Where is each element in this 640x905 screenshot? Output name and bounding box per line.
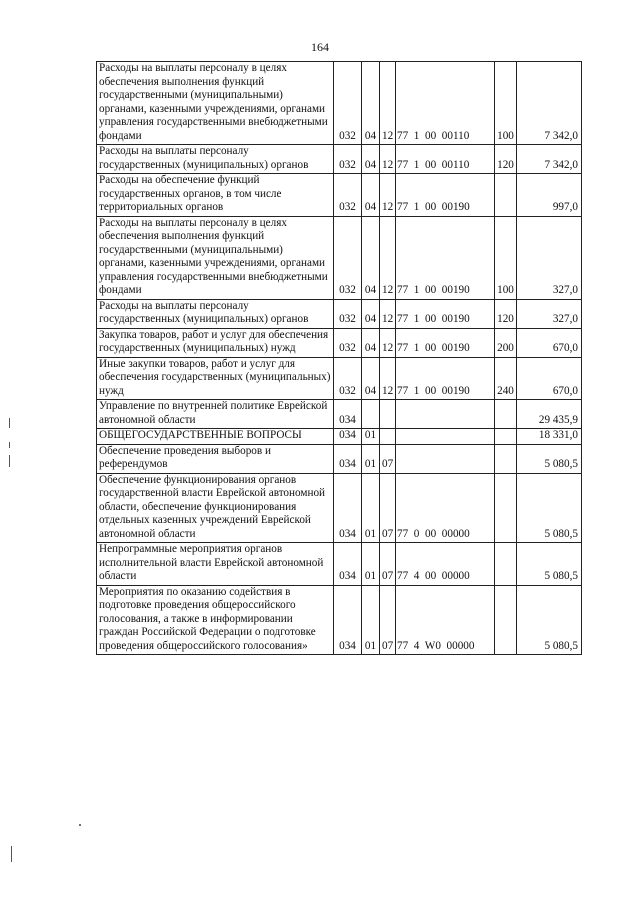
amount: 7 342,0	[517, 62, 582, 145]
row-name: Расходы на выплаты персоналу государственных (муниципальных) органов	[97, 299, 334, 328]
subsection-code: 07	[380, 585, 396, 655]
ministry-code: 032	[334, 299, 362, 328]
table-row	[97, 328, 582, 357]
subsection-code: 12	[380, 299, 396, 328]
row-name: Управление по внутренней политике Еврейской автономной области	[97, 400, 334, 429]
table-row	[97, 400, 582, 429]
section-code: 04	[362, 328, 380, 357]
subsection-code: 07	[380, 444, 396, 473]
expense-type-code: 100	[495, 62, 517, 145]
section-code: 04	[362, 62, 380, 145]
expense-type-code: 120	[495, 299, 517, 328]
table-row	[97, 429, 582, 445]
target-article-code	[396, 400, 495, 429]
table-row	[97, 473, 582, 543]
subsection-code: 07	[380, 543, 396, 586]
subsection-code: 07	[380, 473, 396, 543]
section-code: 01	[362, 585, 380, 655]
table-row	[97, 585, 582, 655]
target-article-code: 77 1 00 00190	[396, 357, 495, 400]
section-code: 04	[362, 216, 380, 299]
table-row	[97, 174, 582, 217]
subsection-code: 12	[380, 62, 396, 145]
table-row	[97, 62, 582, 145]
ministry-code: 034	[334, 400, 362, 429]
expense-type-code	[495, 543, 517, 586]
expense-type-code	[495, 400, 517, 429]
expense-type-code: 240	[495, 357, 517, 400]
row-name: Иные закупки товаров, работ и услуг для обеспечения государственных (муниципальных) нужд	[97, 357, 334, 400]
ministry-code: 032	[334, 357, 362, 400]
row-name: Обеспечение функционирования органов государственной власти Еврейской автономной области, обеспечение функционирования отдельных казенных учреждений Еврейской автономной области	[97, 473, 334, 543]
expense-type-code	[495, 473, 517, 543]
amount: 670,0	[517, 357, 582, 400]
amount: 29 435,9	[517, 400, 582, 429]
target-article-code: 77 1 00 00110	[396, 62, 495, 145]
subsection-code: 12	[380, 145, 396, 174]
subsection-code	[380, 400, 396, 429]
target-article-code: 77 1 00 00190	[396, 328, 495, 357]
target-article-code: 77 1 00 00190	[396, 174, 495, 217]
ministry-code: 032	[334, 328, 362, 357]
target-article-code	[396, 429, 495, 445]
expense-type-code	[495, 429, 517, 445]
scan-margin-mark	[11, 846, 12, 862]
expense-type-code	[495, 174, 517, 217]
table-row	[97, 543, 582, 586]
target-article-code: 77 4 W0 00000	[396, 585, 495, 655]
ministry-code: 034	[334, 429, 362, 445]
ministry-code: 034	[334, 473, 362, 543]
expense-type-code	[495, 585, 517, 655]
target-article-code: 77 0 00 00000	[396, 473, 495, 543]
ministry-code: 034	[334, 444, 362, 473]
expense-type-code: 200	[495, 328, 517, 357]
amount: 327,0	[517, 299, 582, 328]
row-name: Мероприятия по оказанию содействия в подготовке проведения общероссийского голосования, а также в информировании граждан Российской Федерации о подготовке проведения общероссийского голосования»	[97, 585, 334, 655]
target-article-code: 77 1 00 00190	[396, 299, 495, 328]
amount: 5 080,5	[517, 585, 582, 655]
section-code: 04	[362, 299, 380, 328]
table-row	[97, 299, 582, 328]
row-name: Обеспечение проведения выборов и референдумов	[97, 444, 334, 473]
row-name: Расходы на выплаты персоналу государственных (муниципальных) органов	[97, 145, 334, 174]
target-article-code: 77 1 00 00190	[396, 216, 495, 299]
ministry-code: 032	[334, 145, 362, 174]
scan-margin-mark	[9, 418, 10, 428]
scan-margin-mark	[9, 442, 10, 448]
scan-margin-mark	[9, 455, 10, 467]
section-code: 04	[362, 357, 380, 400]
expense-type-code: 100	[495, 216, 517, 299]
amount: 18 331,0	[517, 429, 582, 445]
row-name: ОБЩЕГОСУДАРСТВЕННЫЕ ВОПРОСЫ	[97, 429, 334, 445]
table-row	[97, 357, 582, 400]
amount: 327,0	[517, 216, 582, 299]
target-article-code	[396, 444, 495, 473]
subsection-code: 12	[380, 174, 396, 217]
target-article-code: 77 1 00 00110	[396, 145, 495, 174]
section-code: 01	[362, 429, 380, 445]
amount: 5 080,5	[517, 473, 582, 543]
row-name: Закупка товаров, работ и услуг для обеспечения государственных (муниципальных) нужд	[97, 328, 334, 357]
section-code	[362, 400, 380, 429]
amount: 997,0	[517, 174, 582, 217]
row-name: Непрограммные мероприятия органов исполнительной власти Еврейской автономной области	[97, 543, 334, 586]
ministry-code: 034	[334, 543, 362, 586]
section-code: 01	[362, 473, 380, 543]
section-code: 01	[362, 444, 380, 473]
section-code: 01	[362, 543, 380, 586]
subsection-code: 12	[380, 357, 396, 400]
table-row	[97, 444, 582, 473]
amount: 5 080,5	[517, 543, 582, 586]
ministry-code: 032	[334, 174, 362, 217]
subsection-code	[380, 429, 396, 445]
amount: 670,0	[517, 328, 582, 357]
table-row	[97, 145, 582, 174]
ministry-code: 032	[334, 216, 362, 299]
expense-type-code: 120	[495, 145, 517, 174]
row-name: Расходы на обеспечение функций государственных органов, в том числе территориальных органов	[97, 174, 334, 217]
page-number: 164	[311, 40, 329, 54]
scan-dot	[79, 824, 81, 826]
row-name: Расходы на выплаты персоналу в целях обеспечения выполнения функций государственными (муниципальными) органами, казенными учреждениями, органами управления государственными внебюджетными фондами	[97, 216, 334, 299]
subsection-code: 12	[380, 328, 396, 357]
amount: 5 080,5	[517, 444, 582, 473]
section-code: 04	[362, 145, 380, 174]
ministry-code: 034	[334, 585, 362, 655]
target-article-code: 77 4 00 00000	[396, 543, 495, 586]
table-row	[97, 216, 582, 299]
subsection-code: 12	[380, 216, 396, 299]
expense-type-code	[495, 444, 517, 473]
section-code: 04	[362, 174, 380, 217]
budget-table	[96, 61, 582, 655]
row-name: Расходы на выплаты персоналу в целях обеспечения выполнения функций государственными (муниципальными) органами, казенными учреждениями, органами управления государственными внебюджетными фондами	[97, 62, 334, 145]
ministry-code: 032	[334, 62, 362, 145]
amount: 7 342,0	[517, 145, 582, 174]
